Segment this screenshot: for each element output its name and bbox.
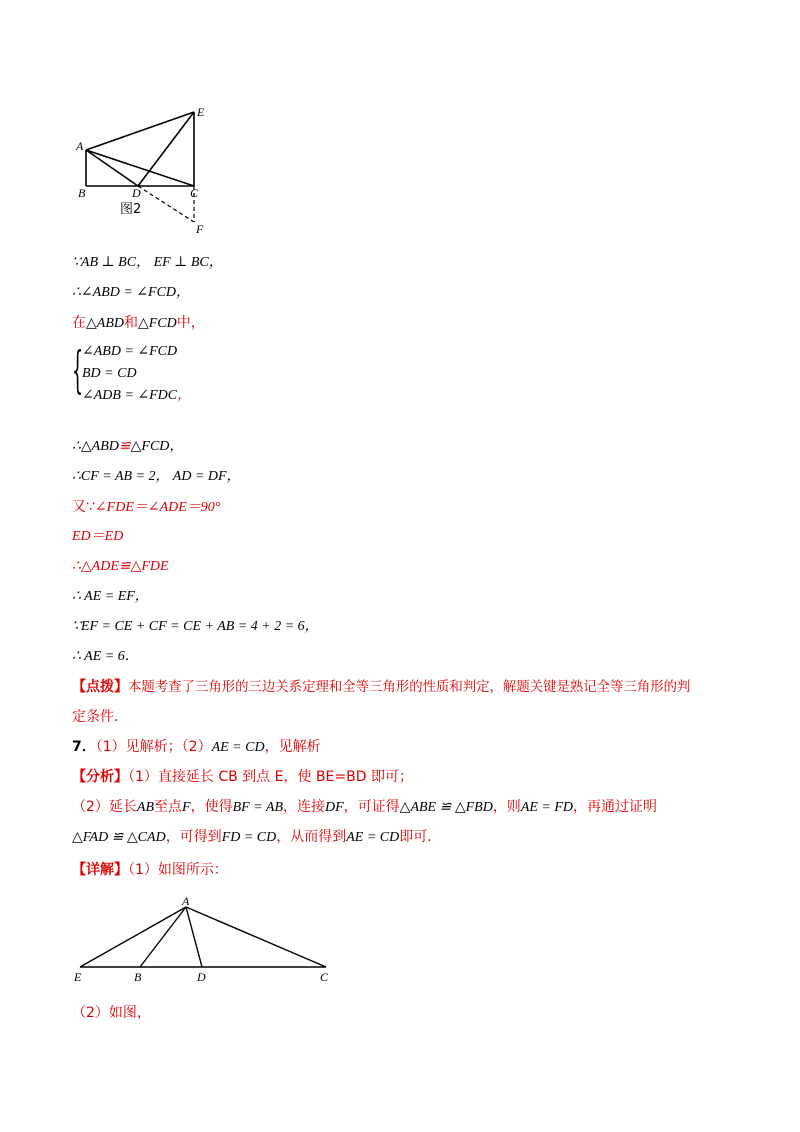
segment-ea [80, 907, 186, 967]
text-fragment: ， [177, 388, 192, 403]
point-label-c: C [190, 186, 199, 200]
math-fragment: BF = AB [232, 800, 283, 815]
math-fragment: DF [325, 800, 344, 815]
segment-ab [140, 907, 186, 967]
text-fragment: （1）见解析；（2） [95, 739, 212, 755]
question-7-answer [72, 737, 321, 758]
figure-quadrilateral-diagram [70, 100, 220, 240]
math-fragment: AE = FD [520, 800, 574, 815]
congruent-symbol: ≌ [118, 439, 131, 454]
dianbo-text: 本题考查了三角形的三边关系定理和全等三角形的性质和判定，解题关键是熟记全等三角形的判 [128, 680, 691, 695]
text-fragment: 和 [123, 315, 138, 331]
text-fragment: △FCD， [130, 439, 184, 454]
segment-ac [86, 150, 194, 186]
dianbo-tag: 【点拨】 [72, 679, 128, 695]
proof-line-ef-sum: ∵EF = CE + CF = CE + AB = 4 + 2 = 6， [72, 619, 319, 634]
xiangjie-line [72, 860, 228, 880]
text-fragment: （1）直接延长 CB 到点 E，使 BE=BD 即可； [128, 769, 413, 785]
text-fragment: ，见解析 [264, 739, 321, 755]
math-fragment: △FAD ≌ △CAD [72, 830, 166, 845]
figure-triangle-diagram [70, 893, 340, 993]
dianbo-continued: 定条件． [72, 709, 128, 725]
proof-line-ae-ef: ∴ AE = EF， [72, 589, 149, 604]
proof-line-congruent-1 [72, 437, 183, 457]
segment-ad [86, 150, 138, 186]
math-triangle-fcd: △FCD [137, 316, 177, 331]
system-row-2: BD = CD [82, 366, 137, 381]
text-fragment: ，则 [492, 799, 521, 815]
figure-caption: 图2 [120, 202, 142, 217]
text-fragment: ，再通过证明 [573, 799, 658, 815]
point-label-a: A [76, 139, 84, 153]
math-fragment: △ABE ≌ △FBD [399, 800, 493, 815]
text-fragment: ，从而得到 [276, 829, 347, 845]
point-label-a: A [182, 894, 190, 908]
text-fragment: ，可证得 [343, 799, 400, 815]
part-2-figure-line: （2）如图， [72, 1005, 151, 1021]
math-fragment: AB [136, 800, 155, 815]
fenxi-line-1 [72, 767, 413, 787]
text-fragment: ，连接 [283, 799, 325, 815]
text-fragment: （1）如图所示： [128, 862, 228, 878]
dianbo-paragraph [72, 677, 690, 698]
proof-line-right-angles [72, 497, 220, 518]
math-right-angles: ∠FDE＝∠ADE＝90° [94, 500, 221, 515]
text-fragment: （2）延长 [72, 799, 137, 815]
proof-line-cf-ab: ∴CF = AB = 2， AD = DF， [72, 469, 241, 484]
point-label-b: B [134, 970, 142, 984]
text-fragment: 在 [72, 315, 86, 331]
segment-ac [186, 907, 326, 967]
text-fragment: ，可得到 [165, 829, 222, 845]
segment-de [138, 112, 194, 186]
math-ae-cd: AE = CD [211, 740, 265, 755]
question-number: 7． [72, 739, 96, 755]
segment-ae [86, 112, 194, 150]
fenxi-line-3 [72, 827, 441, 848]
left-brace: { [72, 341, 84, 399]
xiangjie-tag: 【详解】 [72, 862, 128, 878]
proof-line-in-triangles [72, 313, 205, 334]
system-row-3 [82, 386, 191, 406]
text-fragment: 中， [176, 315, 205, 331]
proof-line-ae-result: ∴ AE = 6． [72, 649, 139, 664]
text-fragment: 又∵ [72, 499, 95, 515]
text-fragment: 即可． [399, 829, 442, 845]
math-fragment: FD = CD [221, 830, 277, 845]
point-label-d: D [132, 186, 141, 200]
fenxi-tag: 【分析】 [72, 769, 128, 785]
point-label-f: F [196, 222, 204, 236]
point-label-c: C [320, 970, 329, 984]
proof-line-perpendicular: ∵AB ⊥ BC， EF ⊥ BC， [72, 255, 223, 270]
point-label-b: B [78, 186, 86, 200]
text-fragment: ∠ADB = ∠FDC [82, 388, 178, 403]
point-label-e: E [74, 970, 82, 984]
segment-df-dashed [138, 186, 194, 222]
system-row-1: ∠ABD = ∠FCD [82, 344, 178, 359]
proof-line-congruent-2: ∴△ADE≌△FDE [72, 559, 169, 574]
math-fragment: F [182, 800, 191, 815]
text-fragment: ∴△ABD [72, 439, 119, 454]
point-label-d: D [197, 970, 206, 984]
point-label-e: E [197, 105, 205, 119]
fenxi-line-2 [72, 797, 657, 818]
text-fragment: 至点 [154, 799, 183, 815]
segment-ad [186, 907, 202, 967]
math-fragment: AE = CD [346, 830, 400, 845]
proof-line-ed-ed: ED＝ED [72, 529, 124, 544]
text-fragment: ，使得 [190, 799, 233, 815]
math-triangle-abd: △ABD [86, 316, 124, 331]
proof-line-angle-equal: ∴∠ABD = ∠FCD， [72, 285, 191, 300]
